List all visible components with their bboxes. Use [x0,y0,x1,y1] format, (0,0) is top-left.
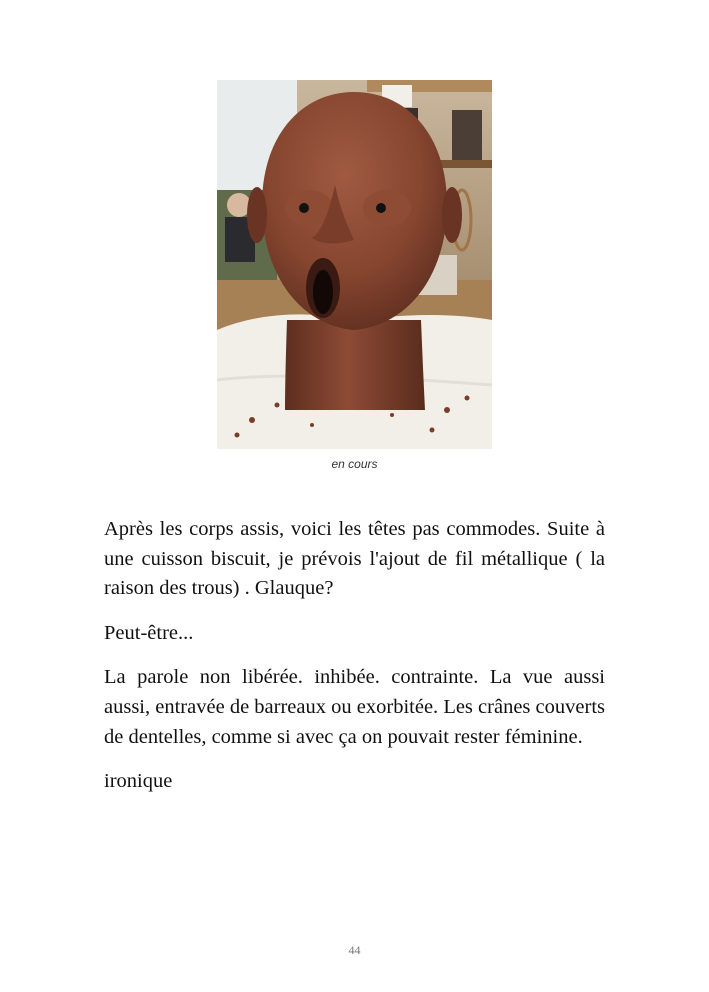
body-text [104,515,605,812]
page-number: 44 [348,943,361,957]
sculpture-photo [217,80,492,449]
paragraph-2: Peut-être... [104,621,194,644]
paragraph-4: ironique [104,770,173,793]
figure-caption: en cours [331,457,378,471]
paragraph-3: La parole non libérée. inhibée. contrainte. La vue aussi aussi, entravée de barreaux ou exorbitée. Les crânes couverts de dentelles, comme si avec ça on pouvait rester féminine. [104,666,605,748]
paragraph-1: Après les corps assis, voici les têtes pas commodes. Suite à une cuisson biscuit, je prévois l'ajout de fil métallique ( la raison des trous) . Glauque? [104,518,605,600]
